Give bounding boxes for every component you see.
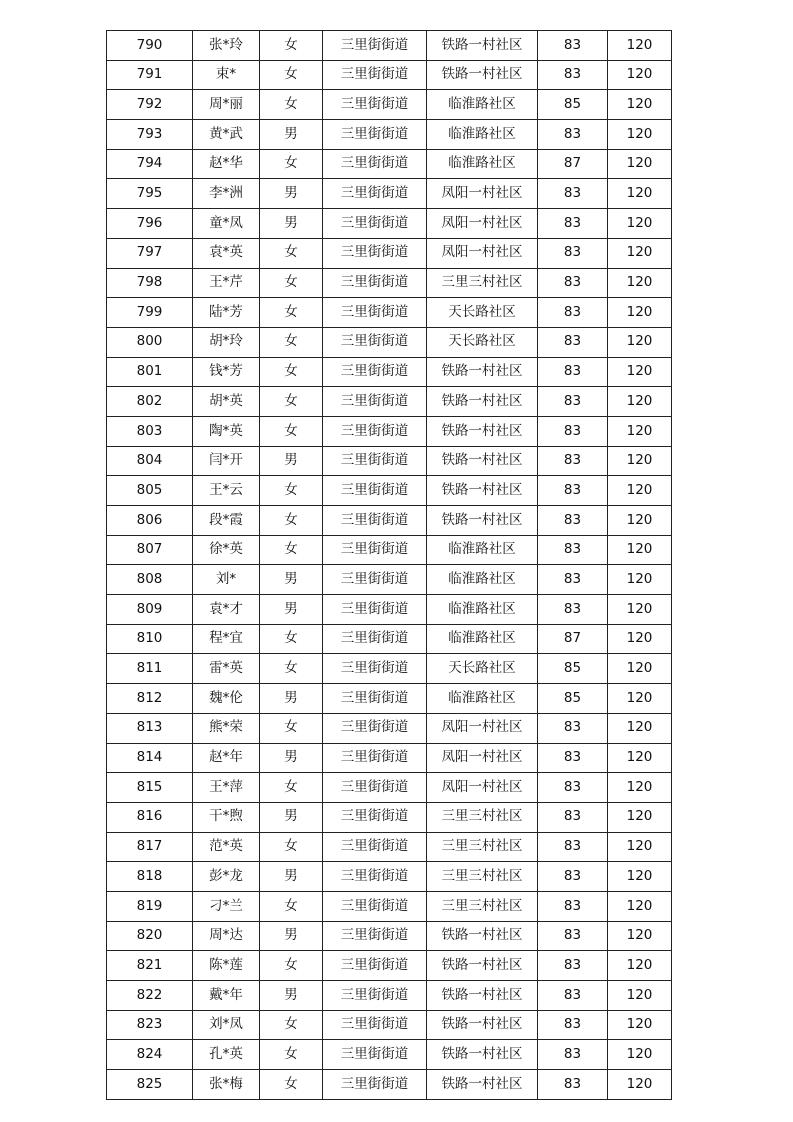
table-row xyxy=(107,238,672,268)
cell-amount: 120 xyxy=(608,476,672,506)
cell-street: 三里街街道 xyxy=(323,802,427,832)
cell-serial: 808 xyxy=(107,565,193,595)
table-row xyxy=(107,1010,672,1040)
cell-age: 83 xyxy=(538,298,608,328)
cell-street: 三里街街道 xyxy=(323,387,427,417)
cell-serial: 825 xyxy=(107,1070,193,1100)
cell-street: 三里街街道 xyxy=(323,31,427,61)
cell-amount: 120 xyxy=(608,506,672,536)
cell-street: 三里街街道 xyxy=(323,684,427,714)
cell-age: 83 xyxy=(538,1070,608,1100)
cell-community: 临淮路社区 xyxy=(427,149,538,179)
cell-amount: 120 xyxy=(608,743,672,773)
cell-amount: 120 xyxy=(608,268,672,298)
cell-community: 铁路一村社区 xyxy=(427,416,538,446)
cell-gender: 男 xyxy=(260,595,323,625)
cell-age: 83 xyxy=(538,802,608,832)
cell-gender: 男 xyxy=(260,179,323,209)
cell-name: 李*洲 xyxy=(193,179,260,209)
table-row xyxy=(107,387,672,417)
table-row xyxy=(107,654,672,684)
cell-name: 束* xyxy=(193,60,260,90)
cell-age: 83 xyxy=(538,832,608,862)
cell-street: 三里街街道 xyxy=(323,357,427,387)
cell-serial: 793 xyxy=(107,120,193,150)
cell-serial: 821 xyxy=(107,951,193,981)
cell-name: 范*英 xyxy=(193,832,260,862)
cell-gender: 女 xyxy=(260,654,323,684)
cell-gender: 男 xyxy=(260,565,323,595)
table-row xyxy=(107,862,672,892)
cell-name: 胡*英 xyxy=(193,387,260,417)
cell-gender: 男 xyxy=(260,802,323,832)
cell-gender: 女 xyxy=(260,506,323,536)
table-row xyxy=(107,921,672,951)
cell-age: 83 xyxy=(538,1040,608,1070)
table-row xyxy=(107,149,672,179)
cell-serial: 812 xyxy=(107,684,193,714)
cell-amount: 120 xyxy=(608,179,672,209)
table-row xyxy=(107,60,672,90)
cell-amount: 120 xyxy=(608,891,672,921)
cell-street: 三里街街道 xyxy=(323,1070,427,1100)
table-row xyxy=(107,209,672,239)
cell-gender: 女 xyxy=(260,357,323,387)
cell-gender: 男 xyxy=(260,743,323,773)
cell-amount: 120 xyxy=(608,446,672,476)
cell-community: 临淮路社区 xyxy=(427,565,538,595)
table-row xyxy=(107,179,672,209)
cell-gender: 女 xyxy=(260,387,323,417)
cell-amount: 120 xyxy=(608,595,672,625)
cell-name: 张*梅 xyxy=(193,1070,260,1100)
cell-age: 83 xyxy=(538,713,608,743)
table-row xyxy=(107,684,672,714)
cell-community: 铁路一村社区 xyxy=(427,446,538,476)
cell-amount: 120 xyxy=(608,387,672,417)
cell-gender: 女 xyxy=(260,713,323,743)
cell-community: 临淮路社区 xyxy=(427,120,538,150)
cell-gender: 男 xyxy=(260,209,323,239)
cell-street: 三里街街道 xyxy=(323,327,427,357)
cell-age: 83 xyxy=(538,416,608,446)
cell-name: 徐*英 xyxy=(193,535,260,565)
cell-serial: 796 xyxy=(107,209,193,239)
cell-serial: 805 xyxy=(107,476,193,506)
cell-street: 三里街街道 xyxy=(323,268,427,298)
cell-amount: 120 xyxy=(608,921,672,951)
cell-gender: 女 xyxy=(260,624,323,654)
table-row xyxy=(107,951,672,981)
cell-name: 干*煦 xyxy=(193,802,260,832)
cell-street: 三里街街道 xyxy=(323,1010,427,1040)
cell-amount: 120 xyxy=(608,209,672,239)
cell-community: 铁路一村社区 xyxy=(427,1040,538,1070)
cell-name: 周*达 xyxy=(193,921,260,951)
cell-community: 凤阳一村社区 xyxy=(427,179,538,209)
cell-gender: 女 xyxy=(260,476,323,506)
table-row xyxy=(107,327,672,357)
subsidy-roster-table xyxy=(106,30,672,1100)
cell-amount: 120 xyxy=(608,684,672,714)
cell-amount: 120 xyxy=(608,238,672,268)
cell-street: 三里街街道 xyxy=(323,416,427,446)
cell-serial: 817 xyxy=(107,832,193,862)
cell-amount: 120 xyxy=(608,535,672,565)
cell-community: 铁路一村社区 xyxy=(427,476,538,506)
cell-street: 三里街街道 xyxy=(323,832,427,862)
cell-gender: 女 xyxy=(260,535,323,565)
cell-community: 凤阳一村社区 xyxy=(427,773,538,803)
cell-street: 三里街街道 xyxy=(323,120,427,150)
cell-community: 天长路社区 xyxy=(427,327,538,357)
cell-age: 83 xyxy=(538,862,608,892)
cell-community: 铁路一村社区 xyxy=(427,1010,538,1040)
cell-age: 85 xyxy=(538,654,608,684)
cell-community: 铁路一村社区 xyxy=(427,31,538,61)
cell-gender: 男 xyxy=(260,921,323,951)
cell-gender: 女 xyxy=(260,268,323,298)
cell-name: 钱*芳 xyxy=(193,357,260,387)
cell-amount: 120 xyxy=(608,981,672,1011)
cell-name: 雷*英 xyxy=(193,654,260,684)
cell-street: 三里街街道 xyxy=(323,624,427,654)
cell-amount: 120 xyxy=(608,862,672,892)
cell-age: 85 xyxy=(538,684,608,714)
cell-street: 三里街街道 xyxy=(323,891,427,921)
cell-serial: 801 xyxy=(107,357,193,387)
cell-amount: 120 xyxy=(608,31,672,61)
cell-serial: 816 xyxy=(107,802,193,832)
cell-name: 王*云 xyxy=(193,476,260,506)
cell-gender: 女 xyxy=(260,298,323,328)
cell-name: 王*萍 xyxy=(193,773,260,803)
cell-street: 三里街街道 xyxy=(323,713,427,743)
cell-street: 三里街街道 xyxy=(323,1040,427,1070)
cell-serial: 823 xyxy=(107,1010,193,1040)
cell-name: 袁*才 xyxy=(193,595,260,625)
cell-age: 83 xyxy=(538,476,608,506)
cell-gender: 女 xyxy=(260,891,323,921)
cell-community: 铁路一村社区 xyxy=(427,921,538,951)
cell-street: 三里街街道 xyxy=(323,149,427,179)
cell-serial: 790 xyxy=(107,31,193,61)
cell-gender: 女 xyxy=(260,1070,323,1100)
cell-community: 铁路一村社区 xyxy=(427,1070,538,1100)
cell-serial: 798 xyxy=(107,268,193,298)
cell-age: 83 xyxy=(538,1010,608,1040)
cell-serial: 797 xyxy=(107,238,193,268)
cell-community: 三里三村社区 xyxy=(427,268,538,298)
table-row xyxy=(107,90,672,120)
table-row xyxy=(107,268,672,298)
cell-community: 凤阳一村社区 xyxy=(427,743,538,773)
cell-serial: 810 xyxy=(107,624,193,654)
cell-gender: 女 xyxy=(260,60,323,90)
cell-amount: 120 xyxy=(608,90,672,120)
cell-serial: 815 xyxy=(107,773,193,803)
cell-street: 三里街街道 xyxy=(323,654,427,684)
cell-name: 赵*华 xyxy=(193,149,260,179)
cell-serial: 820 xyxy=(107,921,193,951)
table-row xyxy=(107,981,672,1011)
cell-gender: 男 xyxy=(260,684,323,714)
cell-age: 83 xyxy=(538,565,608,595)
cell-name: 张*玲 xyxy=(193,31,260,61)
cell-street: 三里街街道 xyxy=(323,773,427,803)
cell-amount: 120 xyxy=(608,624,672,654)
cell-serial: 804 xyxy=(107,446,193,476)
cell-community: 三里三村社区 xyxy=(427,862,538,892)
cell-community: 临淮路社区 xyxy=(427,684,538,714)
cell-street: 三里街街道 xyxy=(323,90,427,120)
cell-street: 三里街街道 xyxy=(323,238,427,268)
cell-community: 天长路社区 xyxy=(427,298,538,328)
cell-name: 童*凤 xyxy=(193,209,260,239)
cell-serial: 800 xyxy=(107,327,193,357)
cell-community: 临淮路社区 xyxy=(427,624,538,654)
cell-amount: 120 xyxy=(608,802,672,832)
table-row xyxy=(107,476,672,506)
cell-community: 三里三村社区 xyxy=(427,891,538,921)
cell-community: 临淮路社区 xyxy=(427,595,538,625)
cell-serial: 807 xyxy=(107,535,193,565)
cell-community: 凤阳一村社区 xyxy=(427,209,538,239)
cell-street: 三里街街道 xyxy=(323,595,427,625)
cell-amount: 120 xyxy=(608,773,672,803)
table-row xyxy=(107,1070,672,1100)
cell-street: 三里街街道 xyxy=(323,179,427,209)
cell-amount: 120 xyxy=(608,149,672,179)
cell-community: 铁路一村社区 xyxy=(427,387,538,417)
cell-serial: 799 xyxy=(107,298,193,328)
cell-serial: 811 xyxy=(107,654,193,684)
cell-serial: 822 xyxy=(107,981,193,1011)
table-row xyxy=(107,802,672,832)
cell-age: 83 xyxy=(538,743,608,773)
cell-name: 黄*武 xyxy=(193,120,260,150)
cell-name: 戴*年 xyxy=(193,981,260,1011)
table-row xyxy=(107,565,672,595)
cell-serial: 802 xyxy=(107,387,193,417)
cell-age: 83 xyxy=(538,357,608,387)
table-row xyxy=(107,416,672,446)
cell-name: 孔*英 xyxy=(193,1040,260,1070)
table-row xyxy=(107,120,672,150)
cell-community: 三里三村社区 xyxy=(427,802,538,832)
cell-amount: 120 xyxy=(608,416,672,446)
cell-name: 刁*兰 xyxy=(193,891,260,921)
cell-serial: 792 xyxy=(107,90,193,120)
cell-gender: 女 xyxy=(260,31,323,61)
table-row xyxy=(107,743,672,773)
cell-serial: 819 xyxy=(107,891,193,921)
cell-community: 临淮路社区 xyxy=(427,90,538,120)
table-row xyxy=(107,832,672,862)
cell-age: 85 xyxy=(538,90,608,120)
cell-age: 83 xyxy=(538,446,608,476)
cell-street: 三里街街道 xyxy=(323,951,427,981)
cell-age: 83 xyxy=(538,981,608,1011)
cell-street: 三里街街道 xyxy=(323,743,427,773)
table-row xyxy=(107,31,672,61)
table-body xyxy=(107,31,672,1100)
cell-gender: 女 xyxy=(260,1010,323,1040)
cell-community: 天长路社区 xyxy=(427,654,538,684)
cell-community: 凤阳一村社区 xyxy=(427,713,538,743)
cell-name: 熊*荣 xyxy=(193,713,260,743)
cell-street: 三里街街道 xyxy=(323,506,427,536)
cell-serial: 791 xyxy=(107,60,193,90)
cell-serial: 794 xyxy=(107,149,193,179)
table-row xyxy=(107,298,672,328)
table-row xyxy=(107,446,672,476)
cell-name: 胡*玲 xyxy=(193,327,260,357)
cell-community: 铁路一村社区 xyxy=(427,357,538,387)
cell-serial: 818 xyxy=(107,862,193,892)
cell-age: 83 xyxy=(538,891,608,921)
table-row xyxy=(107,357,672,387)
cell-name: 赵*年 xyxy=(193,743,260,773)
cell-serial: 813 xyxy=(107,713,193,743)
cell-age: 83 xyxy=(538,951,608,981)
cell-name: 刘*凤 xyxy=(193,1010,260,1040)
cell-gender: 女 xyxy=(260,416,323,446)
cell-age: 83 xyxy=(538,535,608,565)
cell-age: 83 xyxy=(538,209,608,239)
cell-gender: 女 xyxy=(260,327,323,357)
cell-community: 铁路一村社区 xyxy=(427,951,538,981)
cell-community: 铁路一村社区 xyxy=(427,981,538,1011)
cell-serial: 795 xyxy=(107,179,193,209)
cell-name: 程*宜 xyxy=(193,624,260,654)
cell-amount: 120 xyxy=(608,713,672,743)
cell-amount: 120 xyxy=(608,327,672,357)
cell-age: 87 xyxy=(538,624,608,654)
cell-serial: 809 xyxy=(107,595,193,625)
cell-amount: 120 xyxy=(608,951,672,981)
cell-age: 83 xyxy=(538,120,608,150)
cell-age: 83 xyxy=(538,921,608,951)
cell-street: 三里街街道 xyxy=(323,862,427,892)
cell-name: 陶*英 xyxy=(193,416,260,446)
cell-street: 三里街街道 xyxy=(323,298,427,328)
cell-name: 陈*莲 xyxy=(193,951,260,981)
cell-gender: 男 xyxy=(260,981,323,1011)
cell-amount: 120 xyxy=(608,120,672,150)
cell-community: 临淮路社区 xyxy=(427,535,538,565)
cell-amount: 120 xyxy=(608,654,672,684)
table-row xyxy=(107,773,672,803)
cell-community: 凤阳一村社区 xyxy=(427,238,538,268)
cell-serial: 814 xyxy=(107,743,193,773)
cell-serial: 806 xyxy=(107,506,193,536)
table-row xyxy=(107,535,672,565)
cell-gender: 女 xyxy=(260,773,323,803)
cell-serial: 803 xyxy=(107,416,193,446)
cell-age: 83 xyxy=(538,268,608,298)
cell-gender: 女 xyxy=(260,832,323,862)
cell-street: 三里街街道 xyxy=(323,565,427,595)
cell-name: 周*丽 xyxy=(193,90,260,120)
cell-name: 魏*伦 xyxy=(193,684,260,714)
cell-age: 83 xyxy=(538,595,608,625)
cell-gender: 女 xyxy=(260,951,323,981)
cell-amount: 120 xyxy=(608,60,672,90)
table-row xyxy=(107,595,672,625)
cell-name: 彭*龙 xyxy=(193,862,260,892)
cell-amount: 120 xyxy=(608,1010,672,1040)
cell-gender: 男 xyxy=(260,446,323,476)
cell-name: 段*霞 xyxy=(193,506,260,536)
cell-name: 陆*芳 xyxy=(193,298,260,328)
table-row xyxy=(107,1040,672,1070)
cell-age: 83 xyxy=(538,327,608,357)
cell-gender: 女 xyxy=(260,90,323,120)
cell-name: 王*芹 xyxy=(193,268,260,298)
cell-age: 83 xyxy=(538,387,608,417)
cell-serial: 824 xyxy=(107,1040,193,1070)
cell-age: 87 xyxy=(538,149,608,179)
cell-age: 83 xyxy=(538,773,608,803)
cell-street: 三里街街道 xyxy=(323,981,427,1011)
cell-gender: 女 xyxy=(260,238,323,268)
cell-age: 83 xyxy=(538,238,608,268)
cell-gender: 女 xyxy=(260,149,323,179)
table-row xyxy=(107,713,672,743)
cell-community: 三里三村社区 xyxy=(427,832,538,862)
cell-street: 三里街街道 xyxy=(323,476,427,506)
cell-community: 铁路一村社区 xyxy=(427,60,538,90)
cell-name: 袁*英 xyxy=(193,238,260,268)
cell-community: 铁路一村社区 xyxy=(427,506,538,536)
cell-street: 三里街街道 xyxy=(323,60,427,90)
cell-age: 83 xyxy=(538,506,608,536)
cell-gender: 男 xyxy=(260,862,323,892)
cell-amount: 120 xyxy=(608,1070,672,1100)
cell-amount: 120 xyxy=(608,832,672,862)
cell-amount: 120 xyxy=(608,565,672,595)
cell-name: 刘* xyxy=(193,565,260,595)
cell-age: 83 xyxy=(538,60,608,90)
table-row xyxy=(107,891,672,921)
cell-age: 83 xyxy=(538,31,608,61)
table-row xyxy=(107,624,672,654)
cell-street: 三里街街道 xyxy=(323,209,427,239)
cell-age: 83 xyxy=(538,179,608,209)
cell-street: 三里街街道 xyxy=(323,535,427,565)
cell-gender: 女 xyxy=(260,1040,323,1070)
cell-name: 闫*开 xyxy=(193,446,260,476)
cell-gender: 男 xyxy=(260,120,323,150)
cell-street: 三里街街道 xyxy=(323,446,427,476)
cell-street: 三里街街道 xyxy=(323,921,427,951)
table-row xyxy=(107,506,672,536)
cell-amount: 120 xyxy=(608,298,672,328)
cell-amount: 120 xyxy=(608,357,672,387)
cell-amount: 120 xyxy=(608,1040,672,1070)
